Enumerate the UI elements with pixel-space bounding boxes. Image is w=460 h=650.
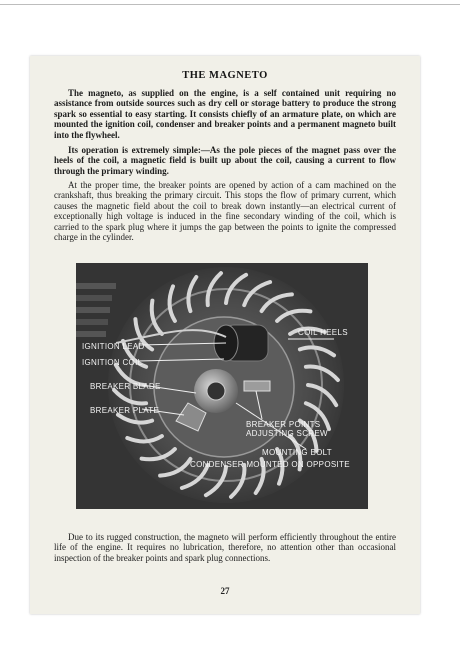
top-rule bbox=[0, 4, 460, 5]
label-condenser: CONDENSER MOUNTED ON OPPOSITE bbox=[190, 460, 350, 469]
magneto-illustration bbox=[76, 263, 368, 509]
paragraph-3: At the proper time, the breaker points are opened by action of a cam machined on the crankshaft, thus breaking the primary circuit. This stops the flow of primary current, which causes the magnetic field about the coil to break down instantly—an electrical current of exceptionally high voltage is induced in the fine secondary winding of the coil, which is carried to the spark plug where it jumps the gap between the points to ignite the compressed charge in the cylinder. bbox=[54, 180, 396, 243]
label-coil-heels: COIL HEELS bbox=[298, 328, 348, 337]
label-adjusting-screw: ADJUSTING SCREW bbox=[246, 429, 328, 438]
paragraph-1: The magneto, as supplied on the engine, is a self contained unit requiring no assistance from outside sources such as dry cell or storage battery to produce the strong spark so essential to easy starting. It consists chiefly of an armature plate, on which are mounted the ignition coil, condenser and breaker points and a permanent magneto built into the flywheel. bbox=[54, 88, 396, 140]
magneto-photo bbox=[76, 263, 368, 509]
label-breaker-blade: BREAKER BLADE bbox=[90, 382, 161, 391]
document-page bbox=[30, 56, 420, 614]
page-title: THE MAGNETO bbox=[182, 70, 268, 81]
label-ignition-lead: IGNITION LEAD bbox=[82, 342, 145, 351]
label-breaker-points: BREAKER POINTS bbox=[246, 420, 321, 429]
paragraph-4: Due to its rugged construction, the magneto will perform efficiently throughout the entire life of the engine. It requires no lubrication, therefore, no attention other than occasional inspection of the breaker points and spark plug connections. bbox=[54, 532, 396, 563]
label-mounting-bolt: MOUNTING BOLT bbox=[262, 448, 332, 457]
paragraph-2: Its operation is extremely simple:—As the pole pieces of the magnet pass over the heels of the coil, a magnetic field is built up about the coil, causing a current to flow through the primary winding. bbox=[54, 145, 396, 176]
label-breaker-plate: BREAKER PLATE bbox=[90, 406, 160, 415]
breaker-points bbox=[244, 381, 270, 391]
page-number: 27 bbox=[220, 586, 230, 596]
label-ignition-coil: IGNITION COIL bbox=[82, 358, 143, 367]
